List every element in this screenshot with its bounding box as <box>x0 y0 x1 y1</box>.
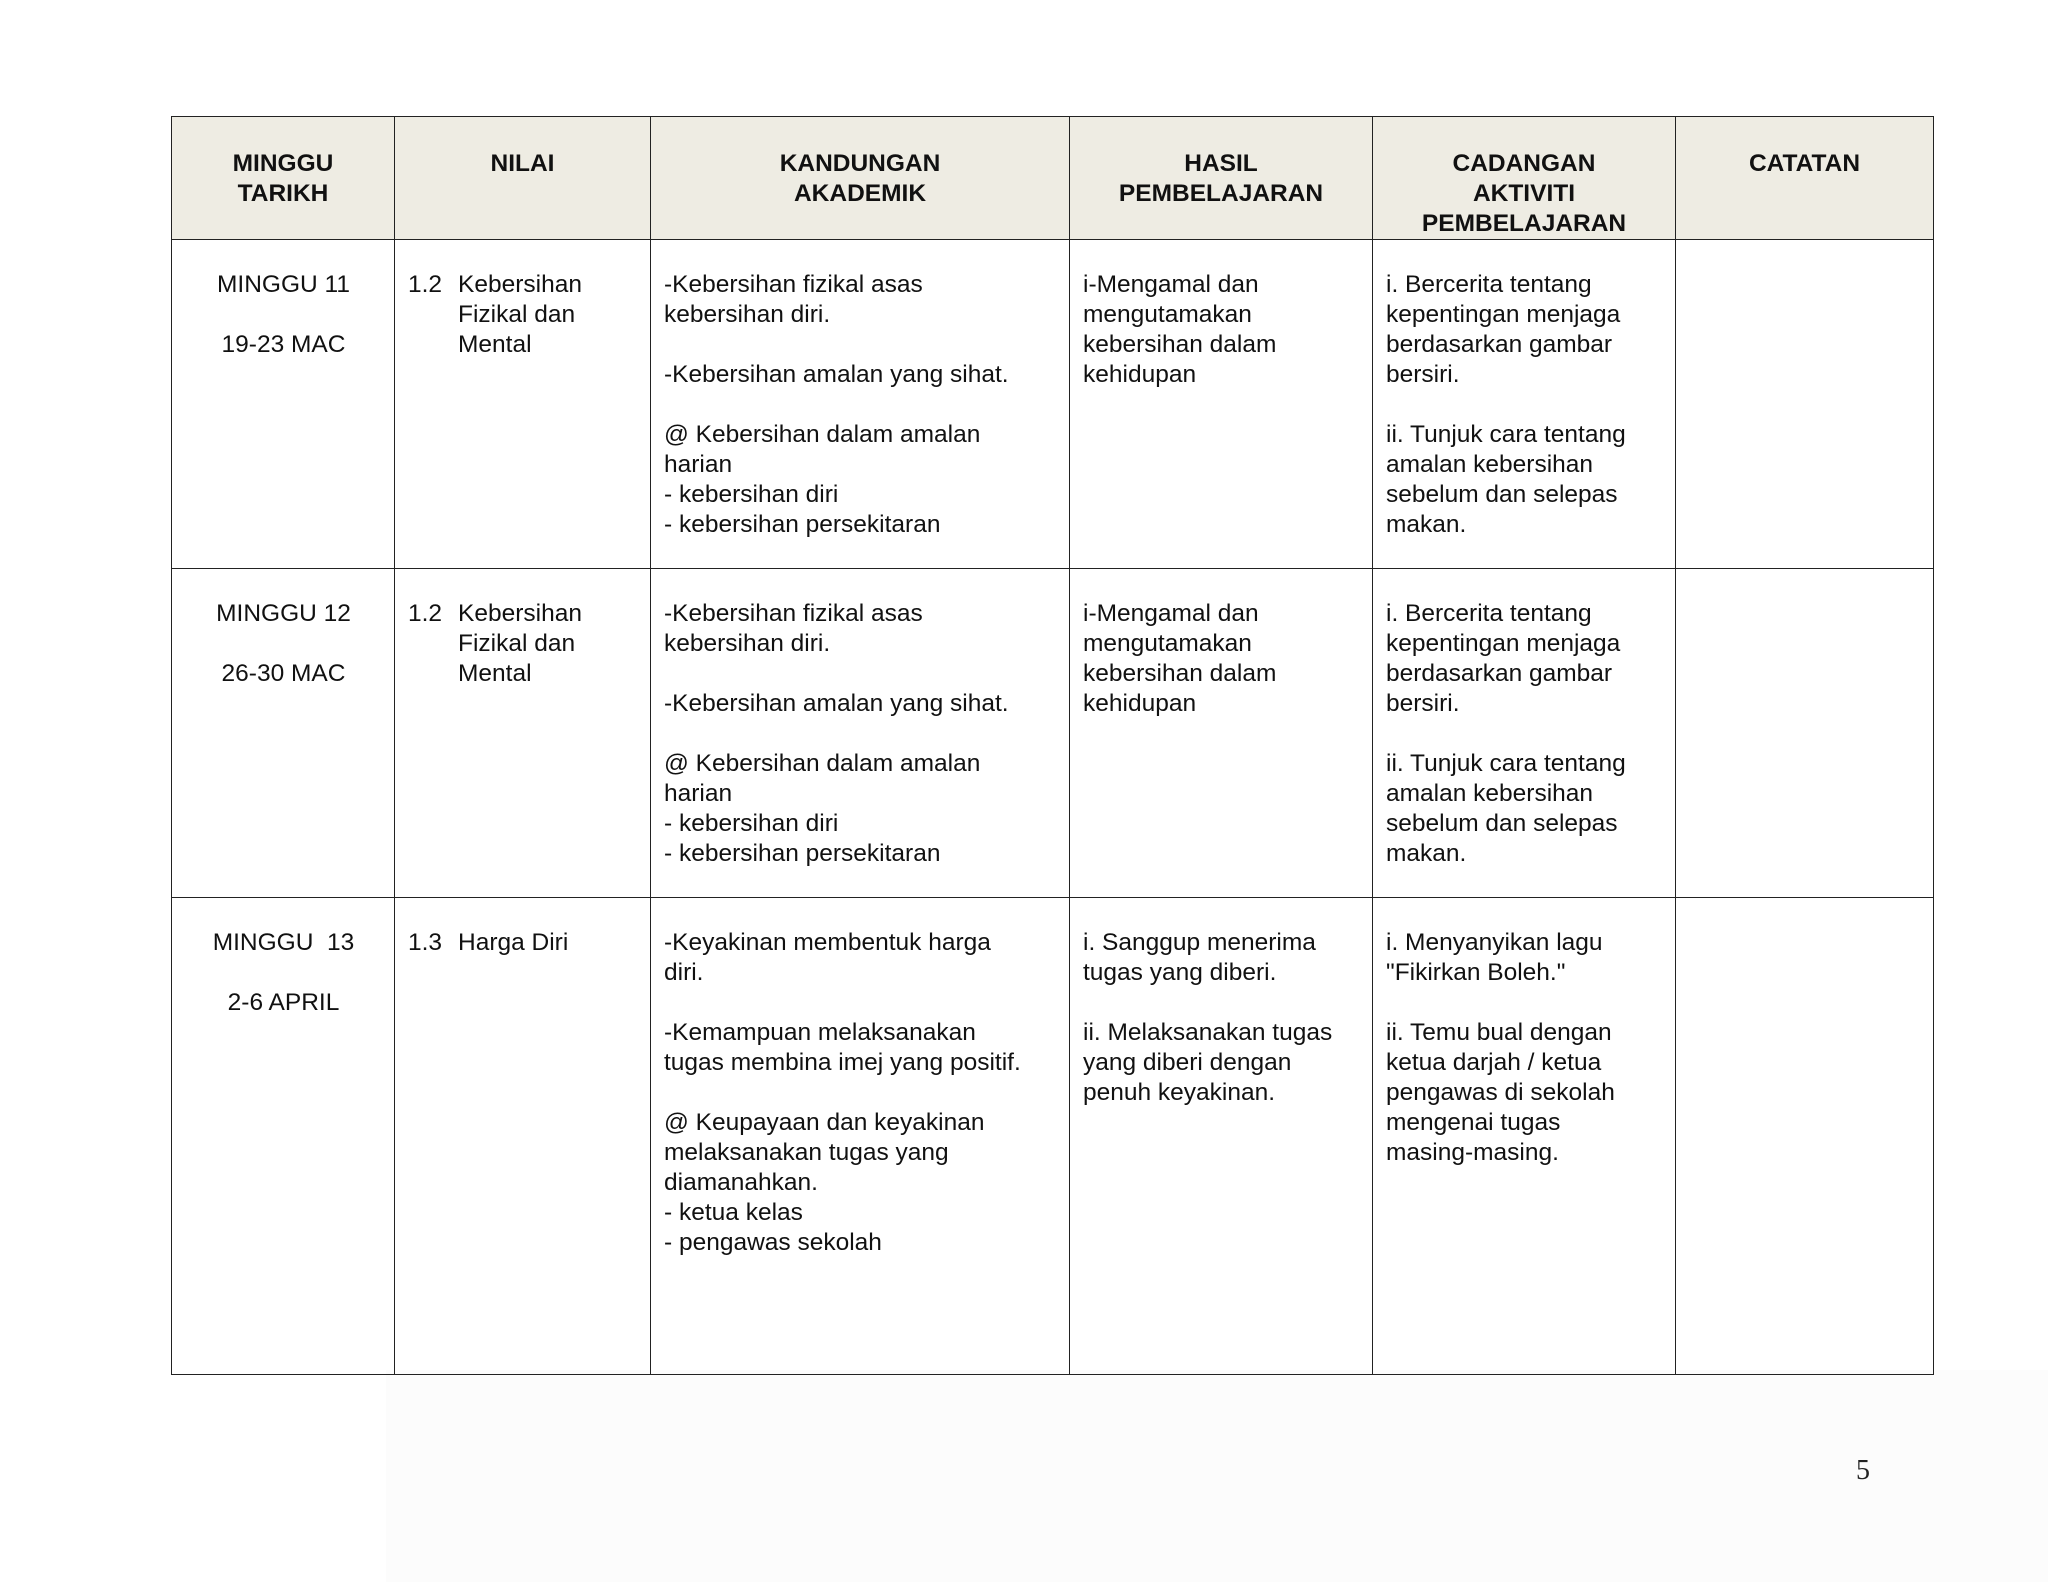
catatan-cell <box>1676 898 1934 1375</box>
kandungan-cell: -Kebersihan fizikal asas kebersihan diri. -Kebersihan amalan yang sihat. @ Kebersihan dalam amalan harian - kebersihan diri - kebersihan persekitaran <box>651 569 1070 898</box>
page-number: 5 <box>1856 1455 1870 1486</box>
catatan-cell <box>1676 240 1934 569</box>
header-kandungan-akademik: KANDUNGAN AKADEMIK <box>651 117 1070 240</box>
week-label: MINGGU 12 <box>216 600 351 627</box>
week-cell <box>172 240 395 569</box>
nilai-number: 1.2 <box>408 600 443 627</box>
header-cadangan-aktiviti: CADANGAN AKTIVITI PEMBELAJARAN <box>1373 117 1676 240</box>
catatan-cell <box>1676 569 1934 898</box>
hasil-cell: i-Mengamal dan mengutamakan kebersihan dalam kehidupan <box>1070 240 1373 569</box>
hasil-cell: i-Mengamal dan mengutamakan kebersihan dalam kehidupan <box>1070 569 1373 898</box>
cadangan-cell: i. Bercerita tentang kepentingan menjaga berdasarkan gambar bersiri. ii. Tunjuk cara tentang amalan kebersihan sebelum dan selepas makan. <box>1373 569 1676 898</box>
table-header-row <box>172 117 1934 240</box>
header-catatan: CATATAN <box>1676 117 1934 240</box>
week-date: 26-30 MAC <box>221 660 346 687</box>
table-row <box>172 569 1934 898</box>
kandungan-cell: -Kebersihan fizikal asas kebersihan diri. -Kebersihan amalan yang sihat. @ Kebersihan dalam amalan harian - kebersihan diri - kebersihan persekitaran <box>651 240 1070 569</box>
nilai-cell: 1.2 Kebersihan Fizikal dan Mental <box>395 569 651 898</box>
week-cell <box>172 898 395 1375</box>
lesson-plan-table <box>171 116 1934 1375</box>
nilai-cell: 1.3 Harga Diri <box>395 898 651 1375</box>
week-date: 19-23 MAC <box>221 331 346 358</box>
table-row <box>172 240 1934 569</box>
cadangan-cell: i. Bercerita tentang kepentingan menjaga berdasarkan gambar bersiri. ii. Tunjuk cara tentang amalan kebersihan sebelum dan selepas makan. <box>1373 240 1676 569</box>
table-row <box>172 898 1934 1375</box>
header-nilai: NILAI <box>395 117 651 240</box>
week-cell <box>172 569 395 898</box>
week-label: MINGGU 11 <box>217 271 350 298</box>
hasil-cell: i. Sanggup menerima tugas yang diberi. ii. Melaksanakan tugas yang diberi dengan penuh keyakinan. <box>1070 898 1373 1375</box>
header-hasil-pembelajaran: HASIL PEMBELAJARAN <box>1070 117 1373 240</box>
header-minggu-tarikh: MINGGU TARIKH <box>172 117 395 240</box>
nilai-number: 1.2 <box>408 271 443 298</box>
week-label: MINGGU 13 <box>212 929 355 956</box>
week-date: 2-6 APRIL <box>227 989 340 1016</box>
cadangan-cell: i. Menyanyikan lagu "Fikirkan Boleh." ii. Temu bual dengan ketua darjah / ketua pengawas di sekolah mengenai tugas masing-masing. <box>1373 898 1676 1375</box>
nilai-number: 1.3 <box>408 929 443 956</box>
kandungan-cell: -Keyakinan membentuk harga diri. -Kemampuan melaksanakan tugas membina imej yang positif. @ Keupayaan dan keyakinan melaksanakan tugas yang diamanahkan. - ketua kelas - pengawas sekolah <box>651 898 1070 1375</box>
page-background-shade <box>386 1370 2048 1582</box>
nilai-cell: 1.2 Kebersihan Fizikal dan Mental <box>395 240 651 569</box>
